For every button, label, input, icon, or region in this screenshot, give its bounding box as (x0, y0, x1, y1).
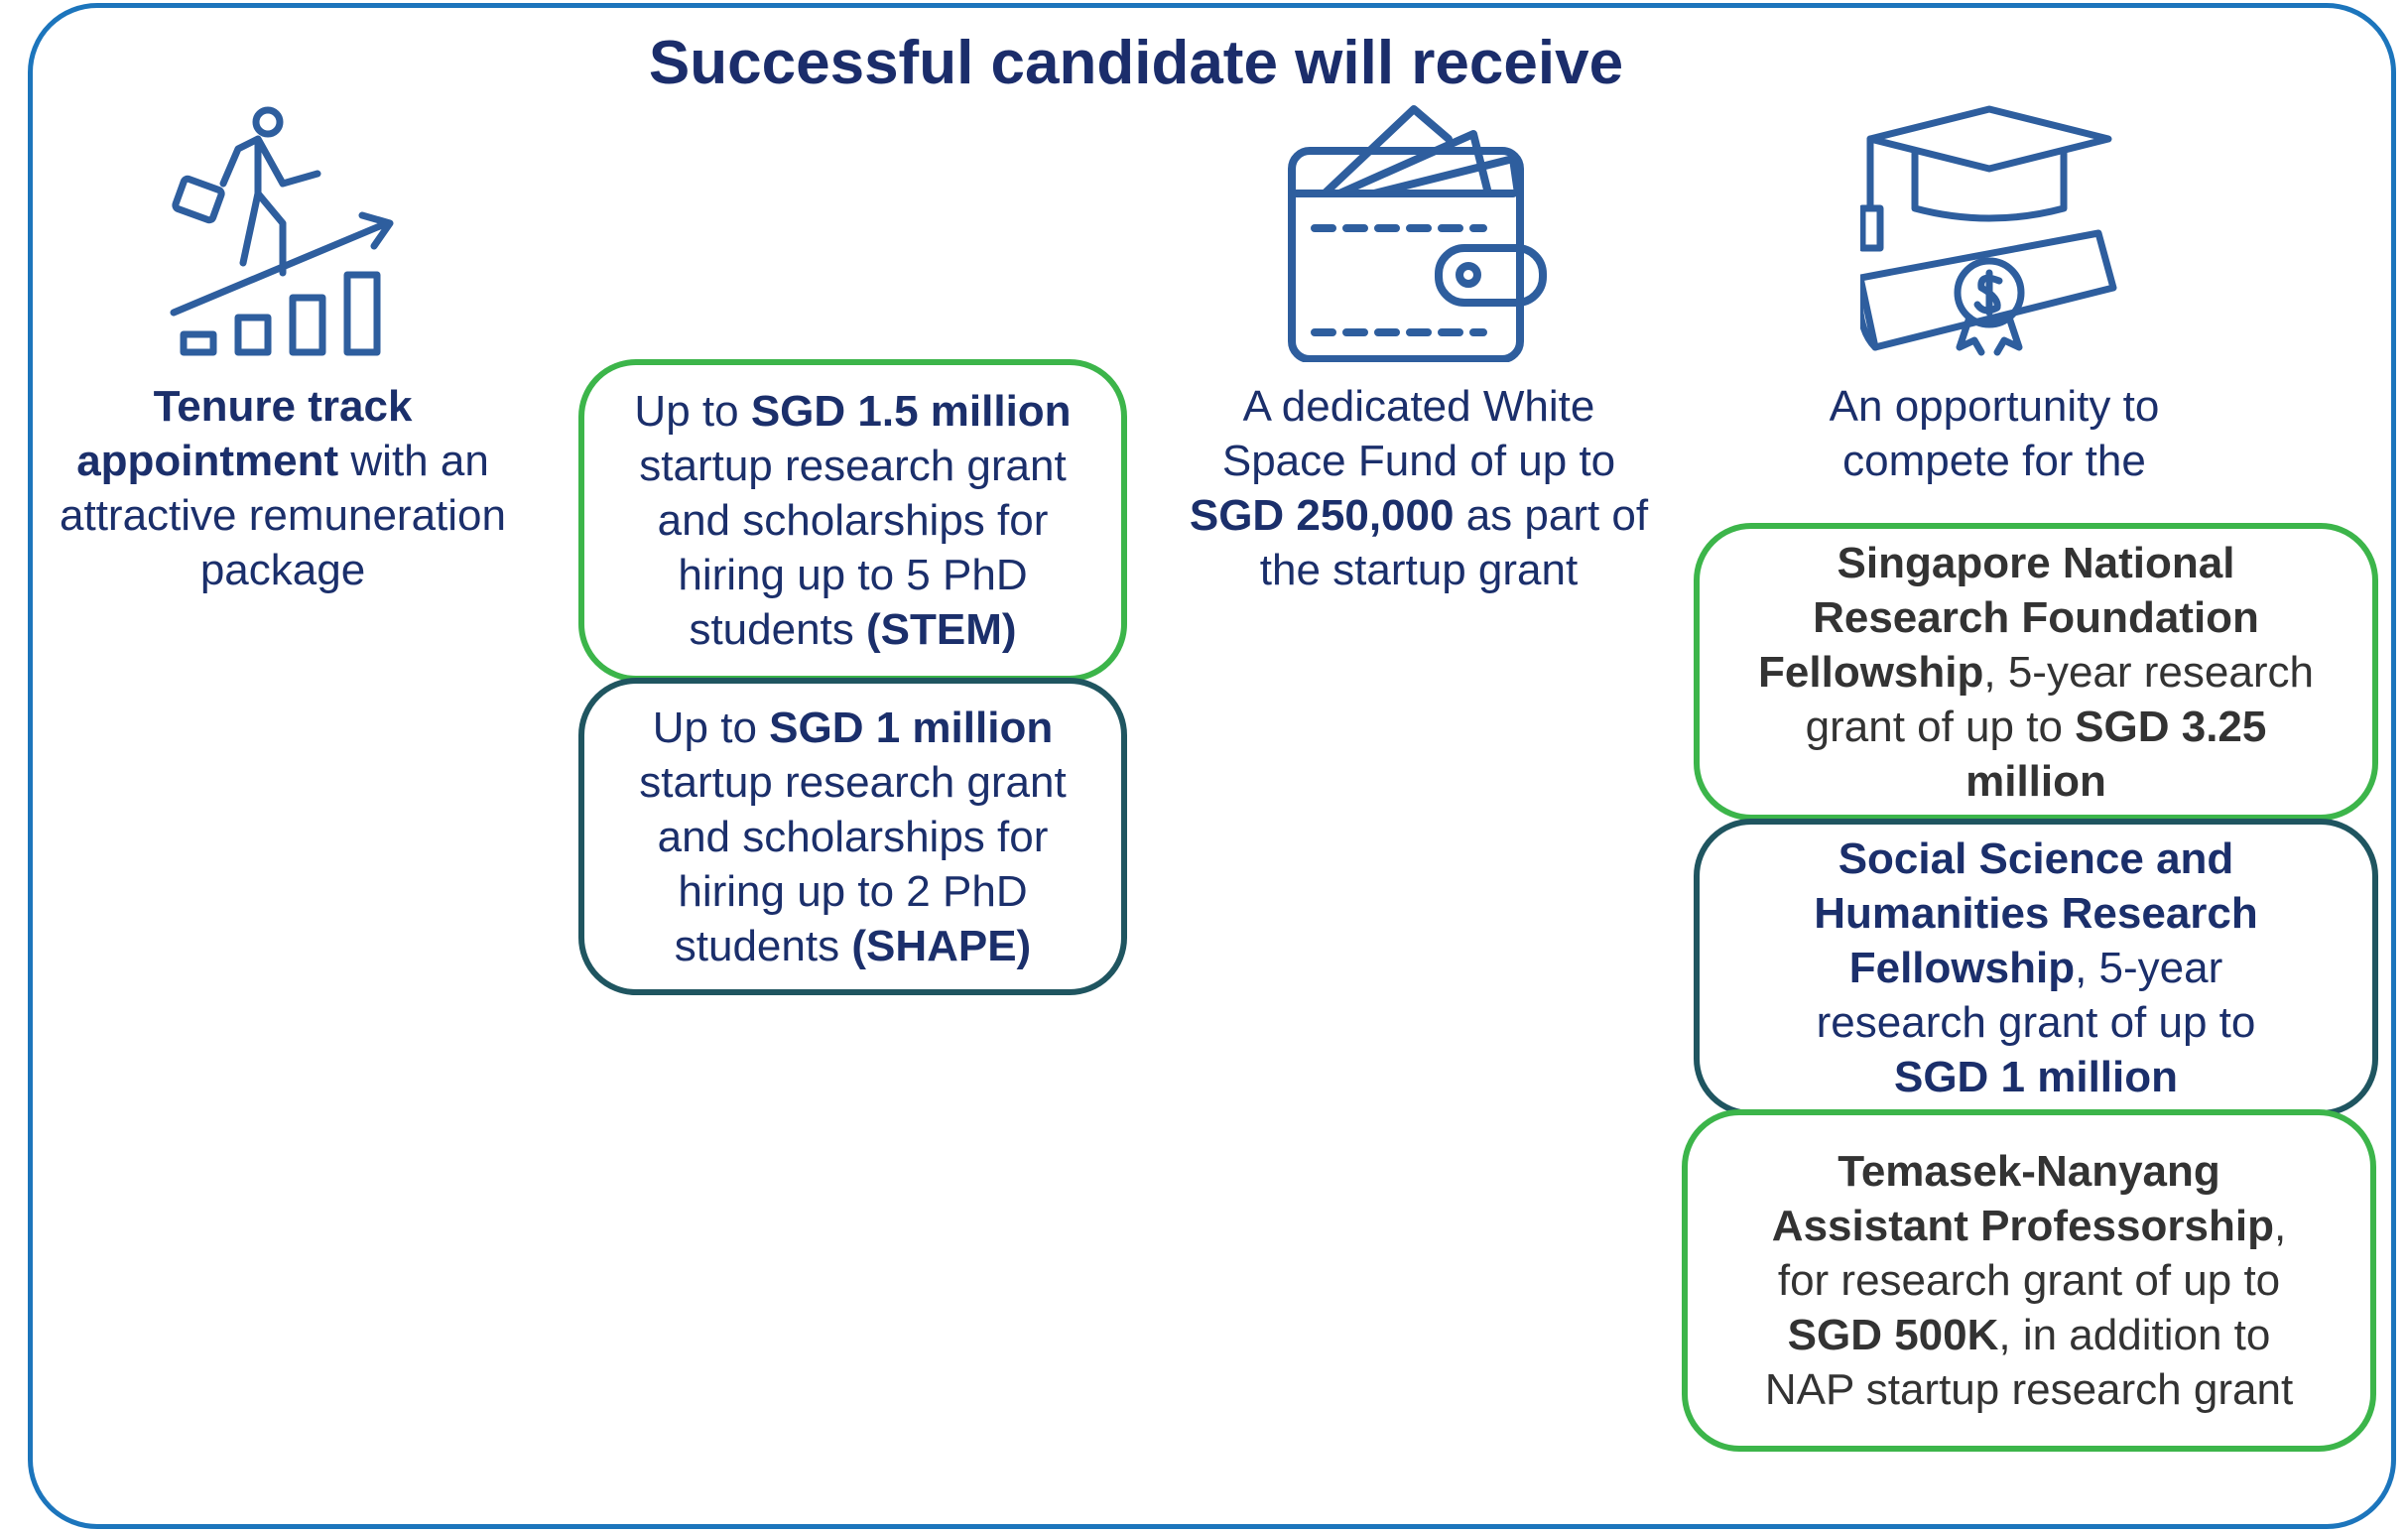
tnap-professorship-box (1682, 1109, 2376, 1452)
sshrf-amount: SGD 1 million (1893, 1052, 2179, 1101)
nrf-amount1: SGD 3.25 (2075, 702, 2267, 751)
tnap-bold2: Assistant Professorship (1771, 1202, 2274, 1250)
stem-line3: and scholarships for (657, 496, 1049, 545)
wsf-line4: the startup grant (1259, 546, 1579, 594)
shape-pre: Up to (652, 703, 770, 752)
shape-grant-box (578, 678, 1127, 995)
tenure-track-text (40, 379, 526, 597)
shape-line3: and scholarships for (657, 812, 1049, 861)
tenure-line3: attractive remuneration (60, 491, 506, 540)
nrf-bold1: Singapore National (1837, 538, 2235, 587)
page-title: Successful candidate will receive (648, 29, 1624, 97)
tnap-rest2: , (2273, 1202, 2287, 1250)
tnap-amount: SGD 500K (1787, 1311, 1999, 1359)
graduation-scholarship-icon (1860, 104, 2123, 357)
tenure-track-bold: Tenure track (153, 382, 413, 431)
shape-tag: (SHAPE) (851, 921, 1032, 970)
sshrf-bold2: Humanities Research (1814, 888, 2258, 938)
stem-line4: hiring up to 5 PhD (678, 551, 1028, 599)
wsf-line1: A dedicated White (1242, 382, 1595, 431)
white-space-fund-text (1161, 379, 1677, 597)
tnap-bold1: Temasek-Nanyang (1838, 1147, 2220, 1196)
career-growth-icon (164, 104, 397, 357)
stem-amount: SGD 1.5 million (750, 387, 1072, 436)
nrf-amount2: million (1965, 756, 2106, 806)
sshrf-fellowship-box (1694, 819, 2378, 1116)
tnap-line3: for research grant of up to (1777, 1256, 2281, 1305)
nrf-fellowship-box (1694, 523, 2378, 821)
appointment-bold: appointment (76, 437, 339, 485)
sshrf-bold3: Fellowship (1848, 943, 2076, 992)
sshrf-line4: research grant of up to (1816, 997, 2256, 1047)
sshrf-rest3: , 5-year (2075, 943, 2223, 992)
stem-grant-box (578, 359, 1127, 682)
opportunity-line1: An opportunity to (1829, 382, 2160, 431)
tnap-line5: NAP startup research grant (1764, 1365, 2294, 1414)
shape-line5: students (674, 921, 852, 970)
nrf-rest3: , 5-year research (1983, 647, 2314, 697)
shape-line2: startup research grant (639, 757, 1067, 807)
opportunity-text (1746, 379, 2242, 488)
shape-amount: SGD 1 million (769, 703, 1054, 752)
opportunity-line2: compete for the (1842, 437, 2146, 485)
nrf-bold2: Research Foundation (1813, 592, 2259, 642)
shape-line4: hiring up to 2 PhD (678, 866, 1028, 916)
tenure-line4: package (199, 546, 366, 594)
tenure-rest: with an (338, 437, 489, 485)
wallet-icon (1285, 99, 1553, 362)
wsf-line3-rest: as part of (1454, 491, 1649, 540)
nrf-bold3: Fellowship (1758, 647, 1984, 697)
tnap-rest4: , in addition to (1998, 1311, 2271, 1359)
stem-line2: startup research grant (639, 442, 1067, 490)
stem-line5: students (689, 605, 866, 654)
wsf-amount: SGD 250,000 (1189, 491, 1455, 540)
stem-tag: (STEM) (866, 605, 1017, 654)
nrf-line4: grant of up to (1805, 702, 2076, 751)
wsf-line2: Space Fund of up to (1221, 437, 1616, 485)
sshrf-bold1: Social Science and (1838, 833, 2234, 883)
stem-pre: Up to (634, 387, 751, 436)
